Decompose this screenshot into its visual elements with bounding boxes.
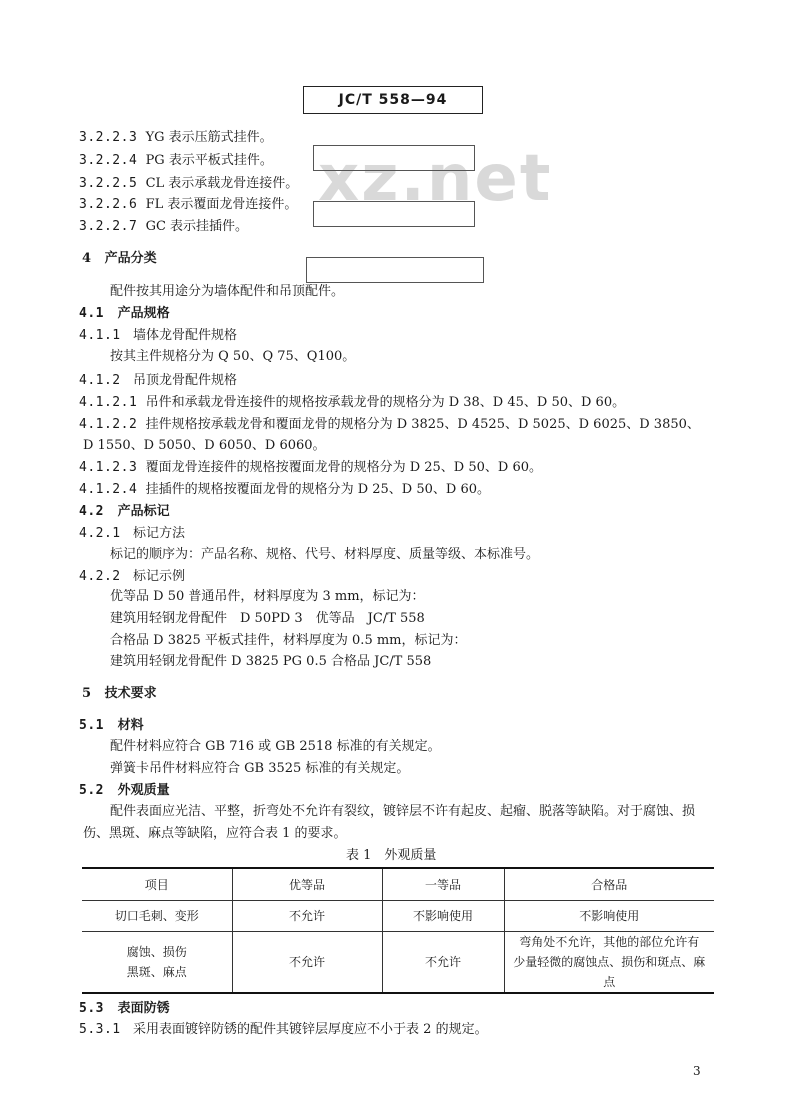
section-4-1-heading: 4.1 产品规格 [79,306,170,321]
clause-3-2-2-4: 3.2.2.4 PG 表示平板式挂件。 [79,153,273,168]
clause-3-2-2-6: 3.2.2.6 FL 表示覆面龙骨连接件。 [79,197,298,212]
marking-example-line-2: 建筑用轻钢龙骨配件 D 50PD 3 优等品 JC/T 558 [110,611,425,626]
section-5-1-line-1: 配件材料应符合 GB 716 或 GB 2518 标准的有关规定。 [110,739,441,754]
cell-item: 切口毛刺、变形 [82,900,232,931]
section-5-1-heading: 5.1 材料 [79,718,144,733]
marking-example-line-3: 合格品 D 3825 平板式挂件，材料厚度为 0.5 mm，标记为： [110,633,467,648]
table-row [82,931,714,993]
table-header-row [82,868,714,900]
clause-4-1-2-1: 4.1.2.1 吊件和承载龙骨连接件的规格按承载龙骨的规格分为 D 38、D 45、D 50、D 60。 [79,395,626,410]
section-5-2-line-2: 伤、黑斑、麻点等缺陷，应符合表 1 的要求。 [83,826,347,841]
section-4-2-1-heading: 4.2.1 标记方法 [79,526,186,541]
marking-example-line-1: 优等品 D 50 普通吊件，材料厚度为 3 mm，标记为： [110,589,425,604]
section-4-heading: 4 产品分类 [82,251,157,266]
section-5-2-heading: 5.2 外观质量 [79,783,170,798]
cell-first-grade: 不影响使用 [382,900,504,931]
cell-qualified: 不影响使用 [504,900,714,931]
header-qualified: 合格品 [504,868,714,900]
appearance-quality-table [82,867,714,994]
watermark-text: xz.net [318,142,553,216]
section-4-1-1-heading: 4.1.1 墙体龙骨配件规格 [79,328,238,343]
section-4-1-2-heading: 4.1.2 吊顶龙骨配件规格 [79,373,238,388]
clause-4-1-2-3: 4.1.2.3 覆面龙骨连接件的规格按覆面龙骨的规格分为 D 25、D 50、D 60。 [79,460,542,475]
clause-3-2-2-7: 3.2.2.7 GC 表示挂插件。 [79,219,249,234]
clause-5-3-1: 5.3.1 采用表面镀锌防锈的配件其镀锌层厚度应不小于表 2 的规定。 [79,1022,488,1037]
clause-4-1-2-4: 4.1.2.4 挂插件的规格按覆面龙骨的规格分为 D 25、D 50、D 60。 [79,482,490,497]
watermark-frame-2 [313,201,475,227]
section-4-2-heading: 4.2 产品标记 [79,504,170,519]
section-5-2-line-1: 配件表面应光洁、平整，折弯处不允许有裂纹，镀锌层不许有起皮、起瘤、脱落等缺陷。对于腐蚀、损 [110,804,696,819]
page-number: 3 [693,1064,701,1078]
section-4-1-1-body: 按其主件规格分为 Q 50、Q 75、Q100。 [110,349,356,364]
section-4-intro: 配件按其用途分为墙体配件和吊顶配件。 [110,284,345,299]
cell-item: 腐蚀、损伤 黑斑、麻点 [82,931,232,993]
cell-premium: 不允许 [232,900,382,931]
header-premium: 优等品 [232,868,382,900]
watermark-frame-1 [313,145,475,171]
table-1-caption: 表 1 外观质量 [346,848,437,863]
cell-first-grade: 不允许 [382,931,504,993]
section-4-2-2-heading: 4.2.2 标记示例 [79,569,186,584]
clause-4-1-2-2: 4.1.2.2 挂件规格按承载龙骨和覆面龙骨的规格分为 D 3825、D 4525、D 5025、D 6025、D 3850、 [79,417,700,432]
section-4-2-1-body: 标记的顺序为：产品名称、规格、代号、材料厚度、质量等级、本标准号。 [110,547,540,562]
table-row [82,900,714,931]
cell-premium: 不允许 [232,931,382,993]
cell-qualified: 弯角处不允许，其他的部位允许有 少量轻微的腐蚀点、损伤和斑点、麻点 [504,931,714,993]
section-5-1-line-2: 弹簧卡吊件材料应符合 GB 3525 标准的有关规定。 [110,761,410,776]
clause-3-2-2-5: 3.2.2.5 CL 表示承载龙骨连接件。 [79,176,299,191]
marking-example-line-4: 建筑用轻钢龙骨配件 D 3825 PG 0.5 合格品 JC/T 558 [110,654,432,669]
clause-3-2-2-3: 3.2.2.3 YG 表示压筋式挂件。 [79,130,273,145]
header-item: 项目 [82,868,232,900]
clause-4-1-2-2-continued: D 1550、D 5050、D 6050、D 6060。 [83,438,326,453]
header-first-grade: 一等品 [382,868,504,900]
section-5-heading: 5 技术要求 [82,686,157,701]
section-5-3-heading: 5.3 表面防锈 [79,1001,170,1016]
watermark-frame-3 [306,257,484,283]
standard-code-header: JC/T 558—94 [303,86,483,114]
